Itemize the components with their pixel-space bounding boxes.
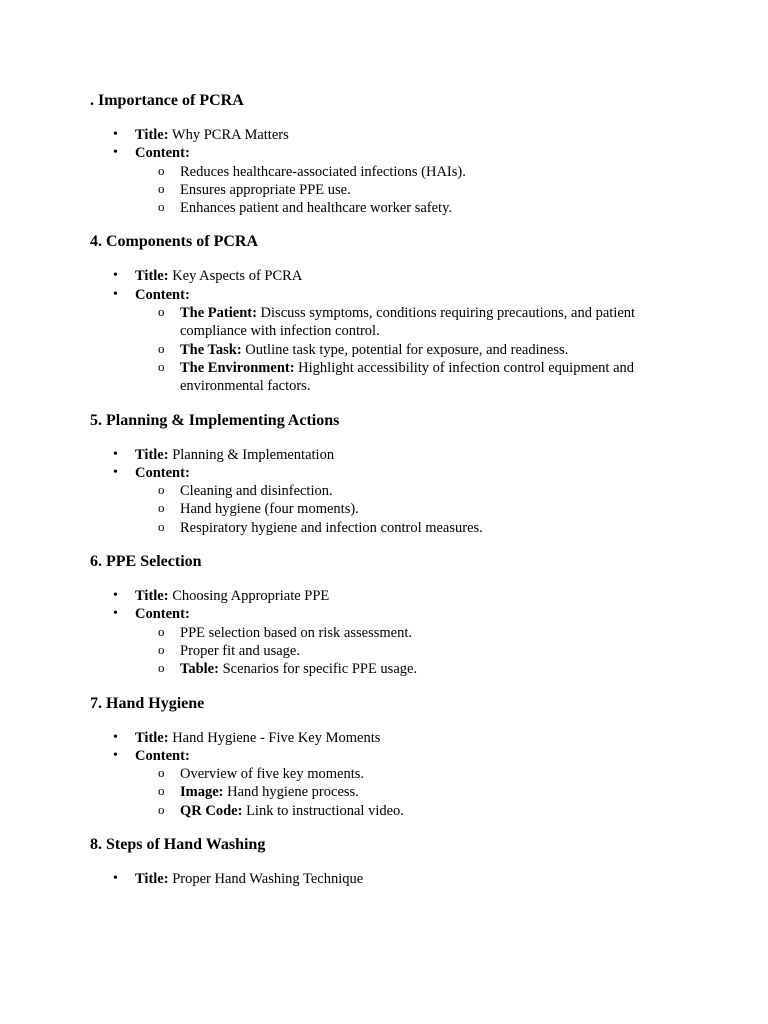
item-label: The Patient: <box>180 305 257 322</box>
bullet-icon: • <box>113 606 118 622</box>
sub-list-item <box>135 783 690 801</box>
item-text: Scenarios for specific PPE usage. <box>218 661 418 678</box>
item-label: Image: <box>180 784 224 801</box>
section <box>90 410 690 537</box>
bullet-icon: • <box>113 588 118 604</box>
item-text: Reduces healthcare-associated infections (HAIs). <box>180 163 466 180</box>
sub-list <box>135 765 690 820</box>
item-text: Enhances patient and healthcare worker safety. <box>180 200 453 217</box>
section-heading: 7. Hand Hygiene <box>90 694 205 712</box>
sub-list-item <box>135 163 690 181</box>
title-value: Key Aspects of PCRA <box>168 268 303 285</box>
title-value: Proper Hand Washing Technique <box>168 871 364 888</box>
item-text: Hand hygiene (four moments). <box>180 501 359 518</box>
sub-list-item <box>135 199 690 217</box>
item-text: PPE selection based on risk assessment. <box>180 624 412 641</box>
title-value: Choosing Appropriate PPE <box>168 588 330 605</box>
bullet-icon: • <box>113 464 118 480</box>
content-label: Content: <box>135 286 190 303</box>
title-value: Planning & Implementation <box>168 446 335 463</box>
list-item-content <box>90 747 690 820</box>
title-value: Why PCRA Matters <box>168 127 289 143</box>
item-label: The Environment: <box>180 359 295 376</box>
bullet-icon: • <box>113 145 118 161</box>
section-heading: 4. Components of PCRA <box>90 233 258 251</box>
sub-list-item <box>135 624 690 642</box>
bullet-icon: • <box>113 747 118 763</box>
section-heading: 5. Planning & Implementing Actions <box>90 411 340 429</box>
title-value: Hand Hygiene - Five Key Moments <box>168 729 381 746</box>
sub-bullet-icon: o <box>158 660 165 676</box>
title-label: Title: <box>135 268 169 285</box>
item-label: The Task: <box>180 341 242 358</box>
title-label: Title: <box>135 446 169 463</box>
content-label: Content: <box>135 747 190 764</box>
sub-bullet-icon: o <box>158 162 165 178</box>
list-item-title <box>90 267 690 285</box>
sub-bullet-icon: o <box>158 500 165 516</box>
item-text: Link to instructional video. <box>242 802 404 819</box>
section <box>90 231 690 395</box>
bullet-icon: • <box>113 268 118 284</box>
content-label: Content: <box>135 464 190 481</box>
sub-bullet-icon: o <box>158 180 165 196</box>
item-text: Ensures appropriate PPE use. <box>180 181 351 198</box>
content-label: Content: <box>135 145 190 162</box>
sub-list-item <box>135 500 690 518</box>
bullet-list <box>90 870 690 888</box>
item-text: Highlight accessibility of infection control equipment and environmental factors. <box>180 359 635 395</box>
sub-list <box>135 482 690 537</box>
section <box>90 551 690 678</box>
title-label: Title: <box>135 588 169 605</box>
bullet-list <box>90 446 690 537</box>
bullet-list <box>90 267 690 395</box>
list-item-title <box>90 446 690 464</box>
item-text: Cleaning and disinfection. <box>180 483 333 500</box>
bullet-icon: • <box>113 446 118 462</box>
list-item-content <box>90 286 690 396</box>
item-text: Hand hygiene process. <box>223 784 359 801</box>
list-item-content <box>90 464 690 537</box>
sub-bullet-icon: o <box>158 641 165 657</box>
bullet-list <box>90 126 690 217</box>
section-heading: 6. PPE Selection <box>90 553 202 571</box>
sub-bullet-icon: o <box>158 801 165 817</box>
sub-list-item <box>135 359 690 396</box>
sub-list-item <box>135 304 690 341</box>
item-text: Overview of five key moments. <box>180 766 365 783</box>
content-label: Content: <box>135 606 190 623</box>
sub-list-item <box>135 341 690 359</box>
bullet-icon: • <box>113 871 118 887</box>
sub-list-item <box>135 660 690 678</box>
sub-bullet-icon: o <box>158 340 165 356</box>
sub-bullet-icon: o <box>158 783 165 799</box>
bullet-list <box>90 587 690 678</box>
sub-list <box>135 163 690 218</box>
list-item-title <box>90 587 690 605</box>
item-text: Proper fit and usage. <box>180 642 300 659</box>
sub-list-item <box>135 519 690 537</box>
sub-bullet-icon: o <box>158 623 165 639</box>
bullet-icon: • <box>113 286 118 302</box>
bullet-list <box>90 729 690 820</box>
item-label: Table: <box>180 661 219 678</box>
sub-list <box>135 624 690 679</box>
title-label: Title: <box>135 127 169 143</box>
list-item-title <box>90 126 690 144</box>
list-item-title <box>90 870 690 888</box>
item-text: Discuss symptoms, conditions requiring precautions, and patient compliance with infection control. <box>180 305 636 340</box>
item-text: Outline task type, potential for exposure, and readiness. <box>241 341 569 358</box>
bullet-icon: • <box>113 127 118 142</box>
sub-list-item <box>135 181 690 199</box>
sub-list <box>135 304 690 395</box>
list-item-content <box>90 605 690 678</box>
sub-list-item <box>135 802 690 820</box>
sub-bullet-icon: o <box>158 199 165 215</box>
sub-bullet-icon: o <box>158 765 165 781</box>
section <box>90 834 690 888</box>
list-item-title <box>90 729 690 747</box>
sub-bullet-icon: o <box>158 304 165 320</box>
sub-list-item <box>135 482 690 500</box>
item-text: Respiratory hygiene and infection control measures. <box>180 519 483 536</box>
list-item-content <box>90 144 690 217</box>
section <box>90 90 690 217</box>
section <box>90 693 690 820</box>
bullet-icon: • <box>113 729 118 745</box>
item-label: QR Code: <box>180 802 243 819</box>
document-body <box>90 90 690 902</box>
section-heading: . Importance of PCRA <box>90 92 244 109</box>
sub-bullet-icon: o <box>158 518 165 534</box>
sub-list-item <box>135 765 690 783</box>
sub-list-item <box>135 642 690 660</box>
title-label: Title: <box>135 729 169 746</box>
title-label: Title: <box>135 871 169 888</box>
sub-bullet-icon: o <box>158 358 165 374</box>
section-heading: 8. Steps of Hand Washing <box>90 836 266 854</box>
sub-bullet-icon: o <box>158 482 165 498</box>
